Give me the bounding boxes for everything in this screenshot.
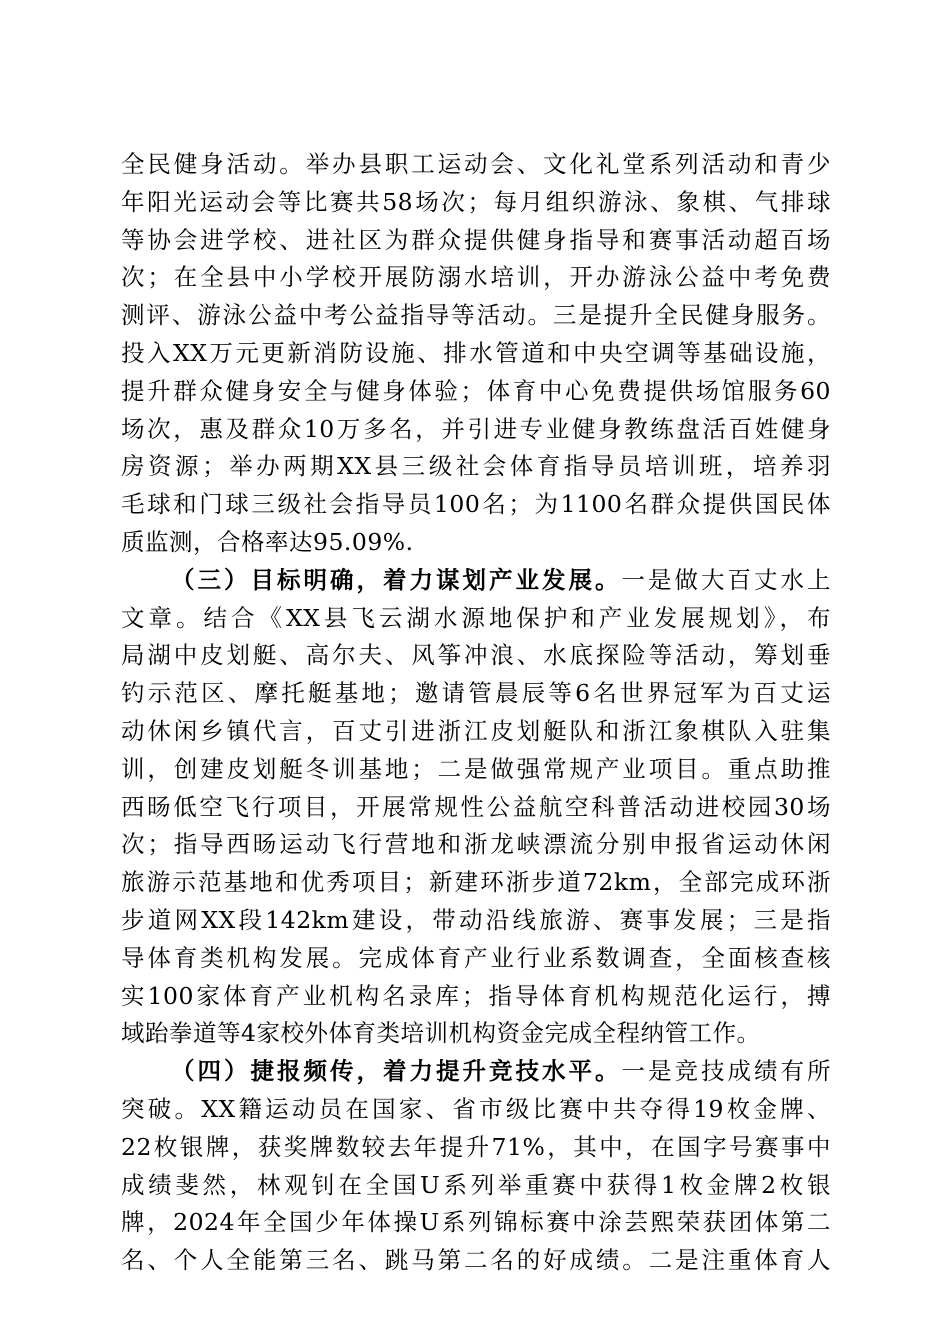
paragraph-line: 测评、游泳公益中考公益指导等活动。三是提升全民健身服务。 [121,301,831,330]
paragraph-line: 22枚银牌，获奖牌数较去年提升71%，其中，在国字号赛事中 [121,1132,831,1161]
paragraph-line: 全民健身活动。举办县职工运动会、文化礼堂系列活动和青少 [121,150,831,178]
paragraph-line: 动休闲乡镇代言，百丈引进浙江皮划艇队和浙江象棋队入驻集 [121,716,831,745]
paragraph-line: 成绩斐然，林观钊在全国U系列举重赛中获得1枚金牌2枚银 [121,1170,831,1199]
section-heading: （四）捷报频传，着力提升竞技水平。 [171,1057,622,1086]
paragraph-line: 年阳光运动会等比赛共58场次；每月组织游泳、象棋、气排球 [121,187,831,216]
paragraph-line: 训，创建皮划艇冬训基地；二是做强常规产业项目。重点助推 [121,754,831,783]
paragraph-line: 场次，惠及群众10万多名，并引进专业健身教练盘活百姓健身 [121,414,831,443]
document-body [121,146,831,1280]
paragraph-line: 导体育类机构发展。完成体育产业行业系数调查，全面核查核 [121,943,831,972]
paragraph-line: 实100家体育产业机构名录库；指导体育机构规范化运行，搏 [121,981,831,1010]
section-heading: （三）目标明确，着力谋划产业发展。 [171,565,622,594]
section-heading-line [121,562,831,600]
section-heading-line [121,1053,831,1091]
paragraph-line: 质监测，合格率达95.09%. [121,527,414,556]
paragraph-line: 投入XX万元更新消防设施、排水管道和中央空调等基础设施， [121,338,831,367]
paragraph-line: 名、个人全能第三名、跳马第二名的好成绩。二是注重体育人 [121,1246,831,1275]
paragraph-line: 毛球和门球三级社会指导员100名；为1100名群众提供国民体 [121,490,831,519]
paragraph-line: 次；指导西旸运动飞行营地和浙龙峡漂流分别申报省运动休闲 [121,830,831,859]
paragraph-line: 提升群众健身安全与健身体验；体育中心免费提供场馆服务60 [121,376,831,405]
paragraph-line: 牌，2024年全国少年体操U系列锦标赛中涂芸熙荣获团体第二 [121,1208,831,1237]
paragraph-line: 文章。结合《XX县飞云湖水源地保护和产业发展规划》，布 [121,603,831,632]
paragraph-line: 突破。XX籍运动员在国家、省市级比赛中共夺得19枚金牌、 [121,1094,831,1123]
paragraph-line: 域跆拳道等4家校外体育类培训机构资金完成全程纳管工作。 [121,1019,761,1048]
paragraph-text: 一是竞技成绩有所 [621,1057,831,1086]
paragraph-line: 步道网XX段142km建设，带动沿线旅游、赛事发展；三是指 [121,905,831,934]
paragraph-line: 等协会进学校、进社区为群众提供健身指导和赛事活动超百场 [121,225,831,254]
paragraph-line: 次；在全县中小学校开展防溺水培训，开办游泳公益中考免费 [121,263,831,292]
paragraph-line: 房资源；举办两期XX县三级社会体育指导员培训班，培养羽 [121,452,831,481]
paragraph-line: 钓示范区、摩托艇基地；邀请管晨辰等6名世界冠军为百丈运 [121,679,831,708]
paragraph-line: 局湖中皮划艇、高尔夫、风筝冲浪、水底探险等活动，筹划垂 [121,641,831,670]
paragraph-line: 旅游示范基地和优秀项目；新建环浙步道72km，全部完成环浙 [121,868,831,897]
paragraph-line: 西旸低空飞行项目，开展常规性公益航空科普活动进校园30场 [121,792,831,821]
paragraph-text: 一是做大百丈水上 [621,565,831,594]
